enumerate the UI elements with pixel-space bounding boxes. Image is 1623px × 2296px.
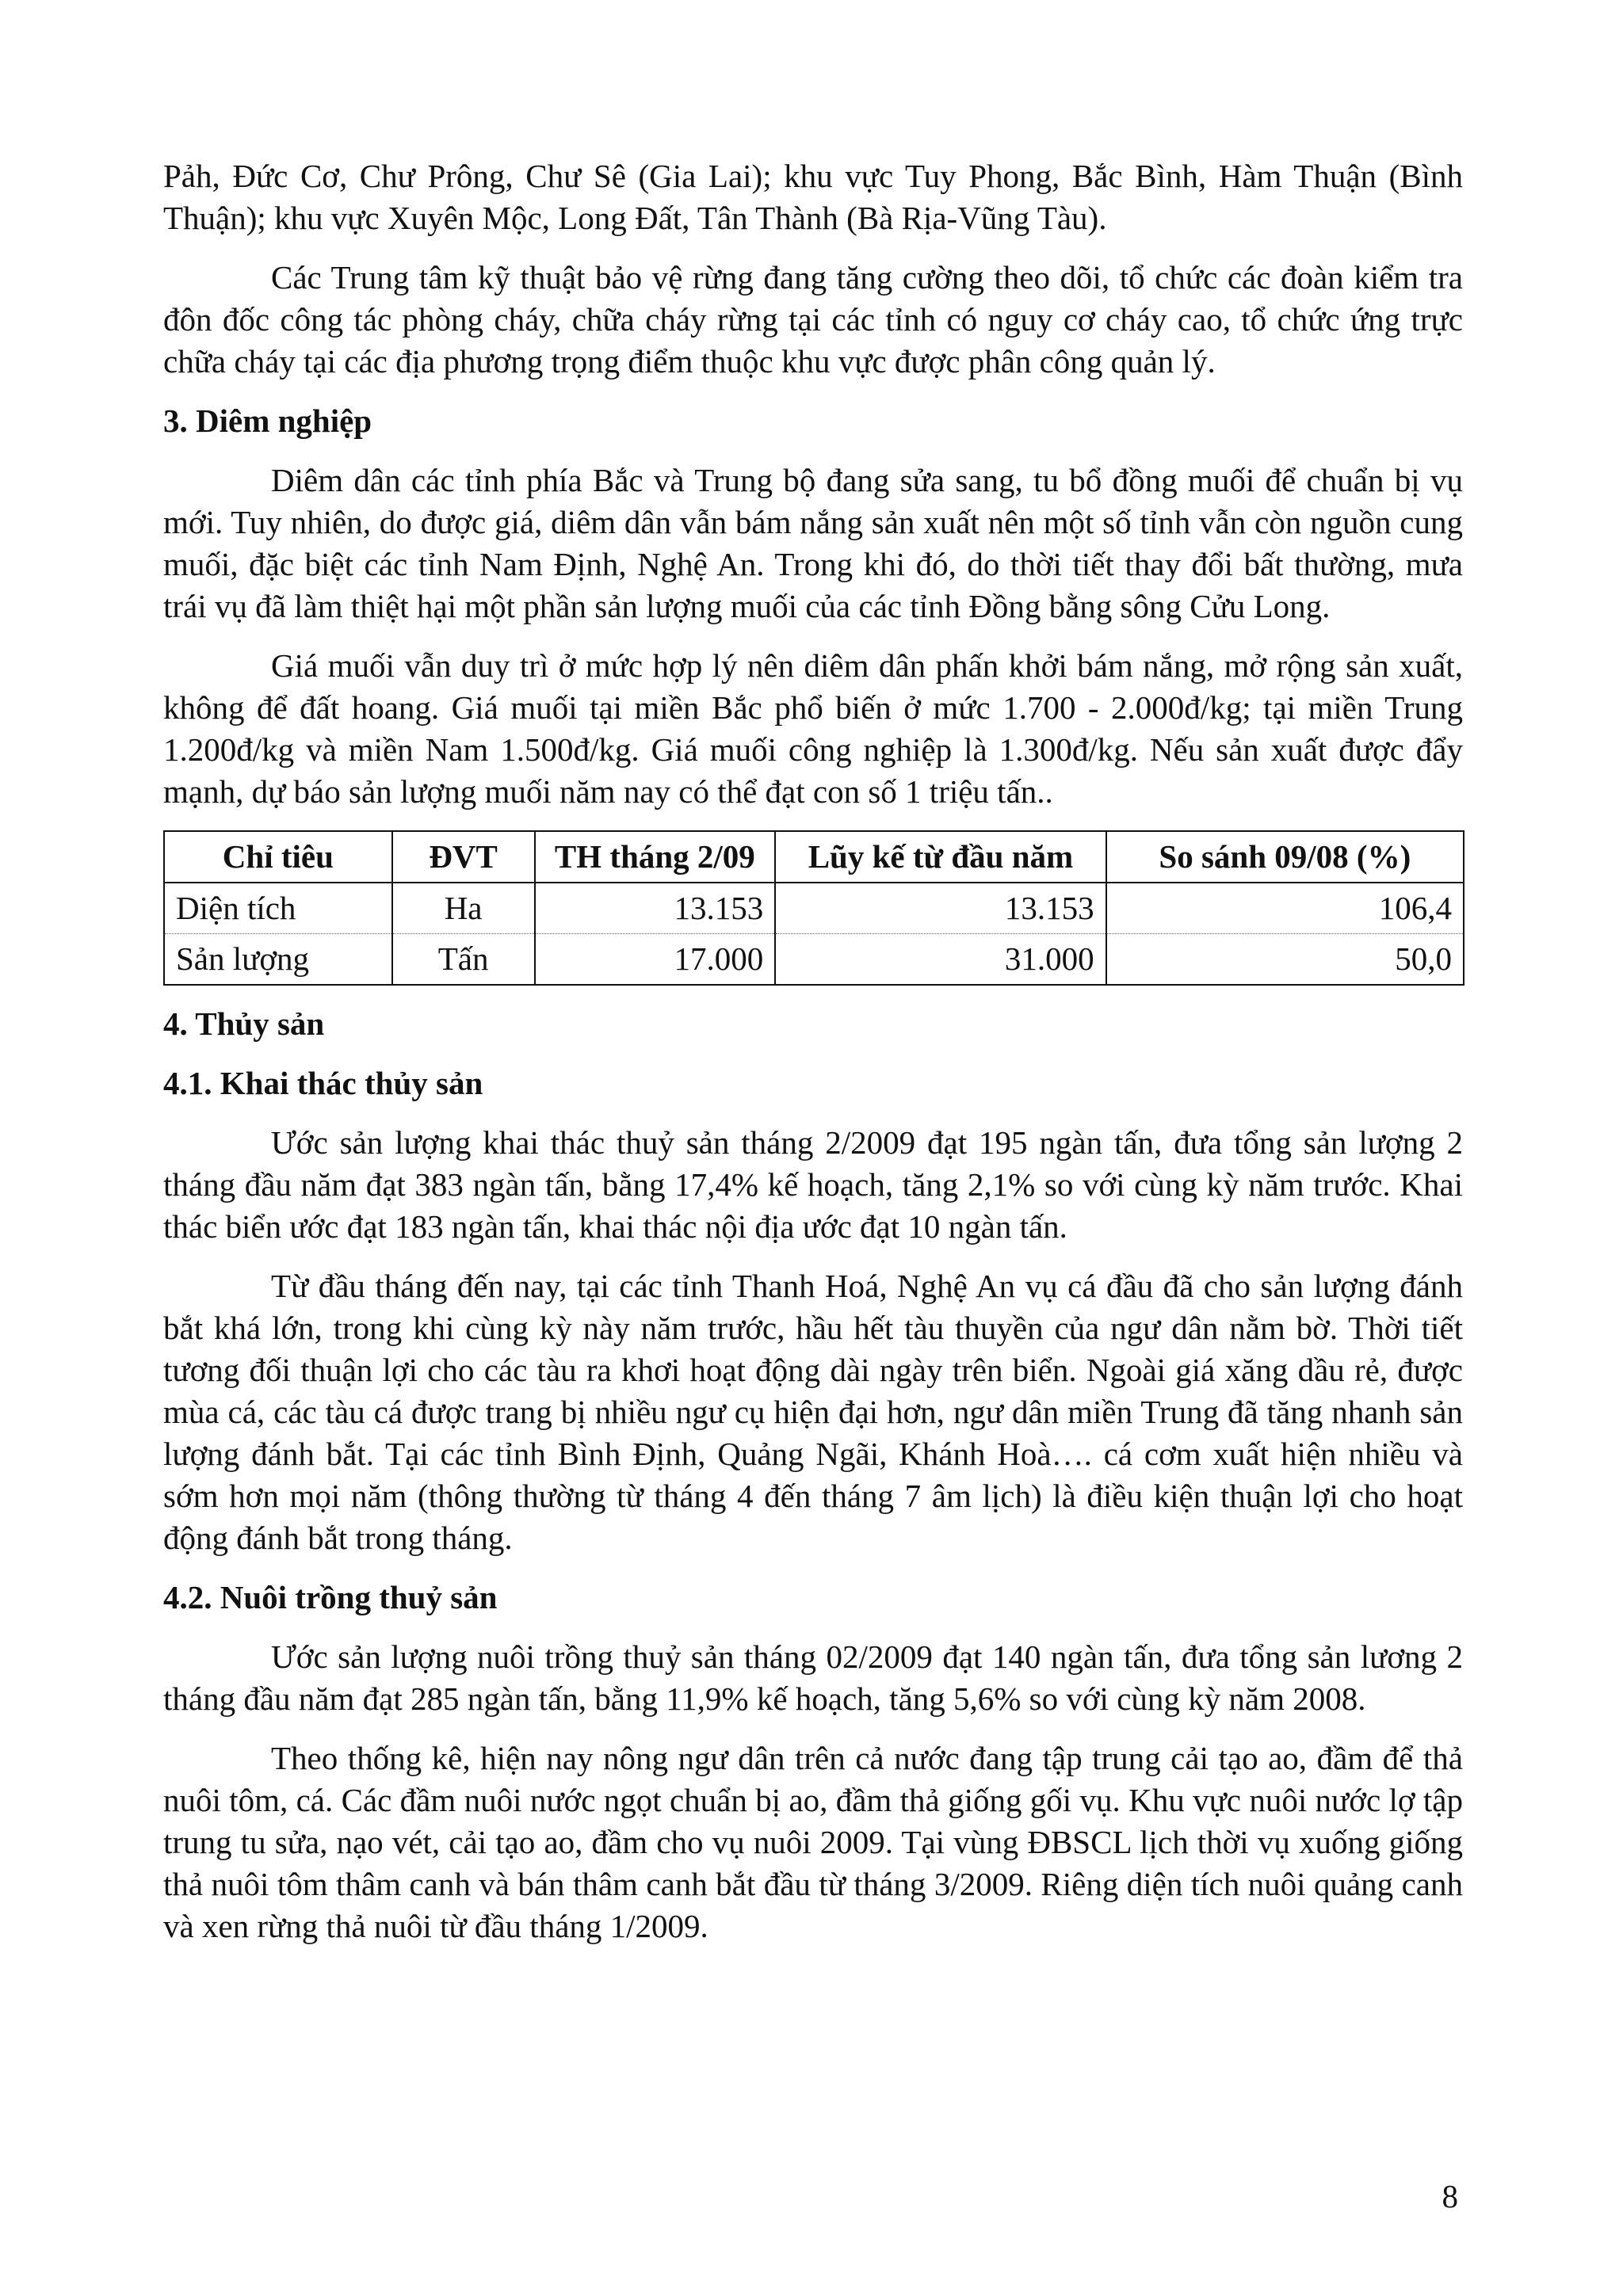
section-heading-fisheries: 4. Thủy sản xyxy=(163,1005,325,1042)
subsection-heading-aquaculture: 4.2. Nuôi trồng thuỷ sản xyxy=(163,1579,498,1615)
row-february-value: 13.153 xyxy=(535,883,776,934)
salt-statistics-table xyxy=(163,830,1465,986)
paragraph-aquaculture-preparation: Theo thống kê, hiện nay nông ngư dân trên cả nước đang tập trung cải tạo ao, đầm để thả nuôi tôm, cá. Các đầm nuôi nước ngọt chuẩn bị ao, đầm thả giống gối vụ. Khu vực nuôi nước lợ tập trung tu sửa, nạo vét, cải tạo ao, đầm cho vụ nuôi 2009. Tại vùng ĐBSCL lịch thời vụ xuống giống thả nuôi tôm thâm canh và bán thâm canh bắt đầu từ tháng 3/2009. Riêng diện tích nuôi quảng canh và xen rừng thả nuôi từ đầu tháng 1/2009. xyxy=(163,1740,1463,1944)
row-label: Diện tích xyxy=(164,883,392,934)
table-row xyxy=(164,934,1464,986)
header-february: TH tháng 2/09 xyxy=(535,831,776,883)
subsection-heading-fishing: 4.1. Khai thác thủy sản xyxy=(163,1065,483,1101)
table-header-row xyxy=(164,831,1464,883)
row-comparison-value: 106,4 xyxy=(1106,883,1464,934)
paragraph-fishing-output: Ước sản lượng khai thác thuỷ sản tháng 2/2009 đạt 195 ngàn tấn, đưa tổng sản lượng 2 tháng đầu năm đạt 383 ngàn tấn, bằng 17,4% kế hoạch, tăng 2,1% so với cùng kỳ năm trước. Khai thác biển ước đạt 183 ngàn tấn, khai thác nội địa ước đạt 10 ngàn tấn. xyxy=(163,1124,1463,1245)
row-unit: Ha xyxy=(392,883,535,934)
table-row xyxy=(164,883,1464,934)
row-label: Sản lượng xyxy=(164,934,392,986)
paragraph-aquaculture-output: Ước sản lượng nuôi trồng thuỷ sản tháng 02/2009 đạt 140 ngàn tấn, đưa tổng sản lương 2 tháng đầu năm đạt 285 ngàn tấn, bằng 11,9% kế hoạch, tăng 5,6% so với cùng kỳ năm 2008. xyxy=(163,1638,1463,1717)
header-comparison: So sánh 09/08 (%) xyxy=(1106,831,1464,883)
paragraph-fishing-conditions: Từ đầu tháng đến nay, tại các tỉnh Thanh Hoá, Nghệ An vụ cá đầu đã cho sản lượng đánh bắt khá lớn, trong khi cùng kỳ này năm trước, hầu hết tàu thuyền của ngư dân nằm bờ. Thời tiết tương đối thuận lợi cho các tàu ra khơi hoạt động dài ngày trên biển. Ngoài giá xăng dầu rẻ, được mùa cá, các tàu cá được trang bị nhiều ngư cụ hiện đại hơn, ngư dân miền Trung đã tăng nhanh sản lượng đánh bắt. Tại các tỉnh Bình Định, Quảng Ngãi, Khánh Hoà…. cá cơm xuất hiện nhiều và sớm hơn mọi năm (thông thường từ tháng 4 đến tháng 7 âm lịch) là điều kiện thuận lợi cho hoạt động đánh bắt trong tháng. xyxy=(163,1268,1463,1556)
row-unit: Tấn xyxy=(392,934,535,986)
header-unit: ĐVT xyxy=(392,831,535,883)
header-year-to-date: Lũy kế từ đầu năm xyxy=(775,831,1106,883)
paragraph-salt-production: Diêm dân các tỉnh phía Bắc và Trung bộ đang sửa sang, tu bổ đồng muối để chuẩn bị vụ mới. Tuy nhiên, do được giá, diêm dân vẫn bám nắng sản xuất nên một số tỉnh vẫn còn nguồn cung muối, đặc biệt các tỉnh Nam Định, Nghệ An. Trong khi đó, do thời tiết thay đổi bất thường, mưa trái vụ đã làm thiệt hại một phần sản lượng muối của các tỉnh Đồng bằng sông Cửu Long. xyxy=(163,462,1463,624)
document-page xyxy=(163,155,1463,1947)
row-ytd-value: 31.000 xyxy=(775,934,1106,986)
row-ytd-value: 13.153 xyxy=(775,883,1106,934)
row-february-value: 17.000 xyxy=(535,934,776,986)
section-heading-salt: 3. Diêm nghiệp xyxy=(163,402,372,439)
paragraph-forest-protection: Các Trung tâm kỹ thuật bảo vệ rừng đang tăng cường theo dõi, tổ chức các đoàn kiểm tra đôn đốc công tác phòng cháy, chữa cháy rừng tại các tỉnh có nguy cơ cháy cao, tổ chức ứng trực chữa cháy tại các địa phương trọng điểm thuộc khu vực được phân công quản lý. xyxy=(163,259,1463,379)
paragraph-fire-locations: Pảh, Đức Cơ, Chư Prông, Chư Sê (Gia Lai); khu vực Tuy Phong, Bắc Bình, Hàm Thuận (Bình Thuận); khu vực Xuyên Mộc, Long Đất, Tân Thành (Bà Rịa-Vũng Tàu). xyxy=(163,158,1463,236)
row-comparison-value: 50,0 xyxy=(1106,934,1464,986)
paragraph-salt-prices: Giá muối vẫn duy trì ở mức hợp lý nên diêm dân phấn khởi bám nắng, mở rộng sản xuất, không để đất hoang. Giá muối tại miền Bắc phổ biến ở mức 1.700 - 2.000đ/kg; tại miền Trung 1.200đ/kg và miền Nam 1.500đ/kg. Giá muối công nghiệp là 1.300đ/kg. Nếu sản xuất được đẩy mạnh, dự báo sản lượng muối năm nay có thể đạt con số 1 triệu tấn.. xyxy=(163,647,1463,810)
header-indicator: Chỉ tiêu xyxy=(164,831,392,883)
page-number: 8 xyxy=(1442,2178,1458,2214)
